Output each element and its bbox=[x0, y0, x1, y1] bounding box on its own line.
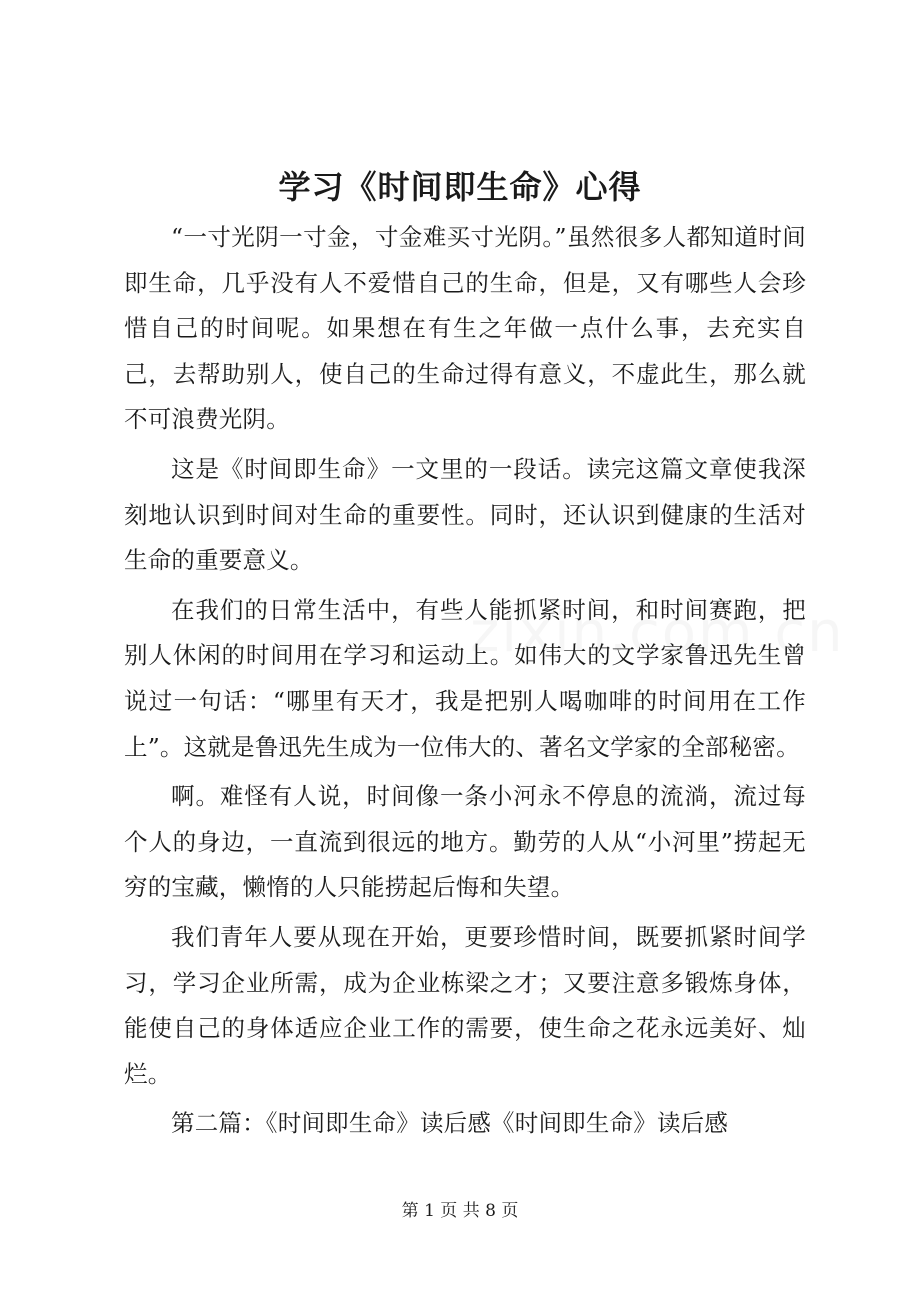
paragraph: 第二篇：《时间即生命》读后感《时间即生命》读后感 bbox=[171, 1109, 729, 1138]
paragraph: 我们青年人要从现在开始，更要珍惜时间，既要抓紧时间学习，学习企业所需，成为企业栋梁之才；又要注意多锻炼身体，能使自己的身体适应企业工作的需要，使生命之花永远美好、灿烂。 bbox=[124, 922, 806, 1088]
paragraph: 这是《时间即生命》一文里的一段话。读完这篇文章使我深刻地认识到时间对生命的重要性。同时，还认识到健康的生活对生命的重要意义。 bbox=[124, 454, 806, 575]
document-title: 学习《时间即生命》心得 bbox=[278, 168, 642, 206]
paragraph: “一寸光阴一寸金，寸金难买寸光阴。”虽然很多人都知道时间即生命，几乎没有人不爱惜自己的生命，但是，又有哪些人会珍惜自己的时间呢。如果想在有生之年做一点什么事，去充实自己，去帮助别人，使自己的生命过得有意义，不虚此生，那么就不可浪费光阴。 bbox=[124, 223, 806, 434]
page-footer: 第 1 页 共 8 页 bbox=[401, 1201, 519, 1221]
document-body bbox=[124, 215, 806, 1151]
paragraph: 在我们的日常生活中，有些人能抓紧时间，和时间赛跑，把别人休闲的时间用在学习和运动上。如伟大的文学家鲁迅先生曾说过一句话：“哪里有天才，我是把别人喝咖啡的时间用在工作上”。这就是鲁迅先生成为一位伟大的、著名文学家的全部秘密。 bbox=[124, 595, 806, 761]
paragraph: 啊。难怪有人说，时间像一条小河永不停息的流淌，流过每个人的身边，一直流到很远的地方。勤劳的人从“小河里”捞起无穷的宝藏，懒惰的人只能捞起后悔和失望。 bbox=[124, 782, 806, 902]
